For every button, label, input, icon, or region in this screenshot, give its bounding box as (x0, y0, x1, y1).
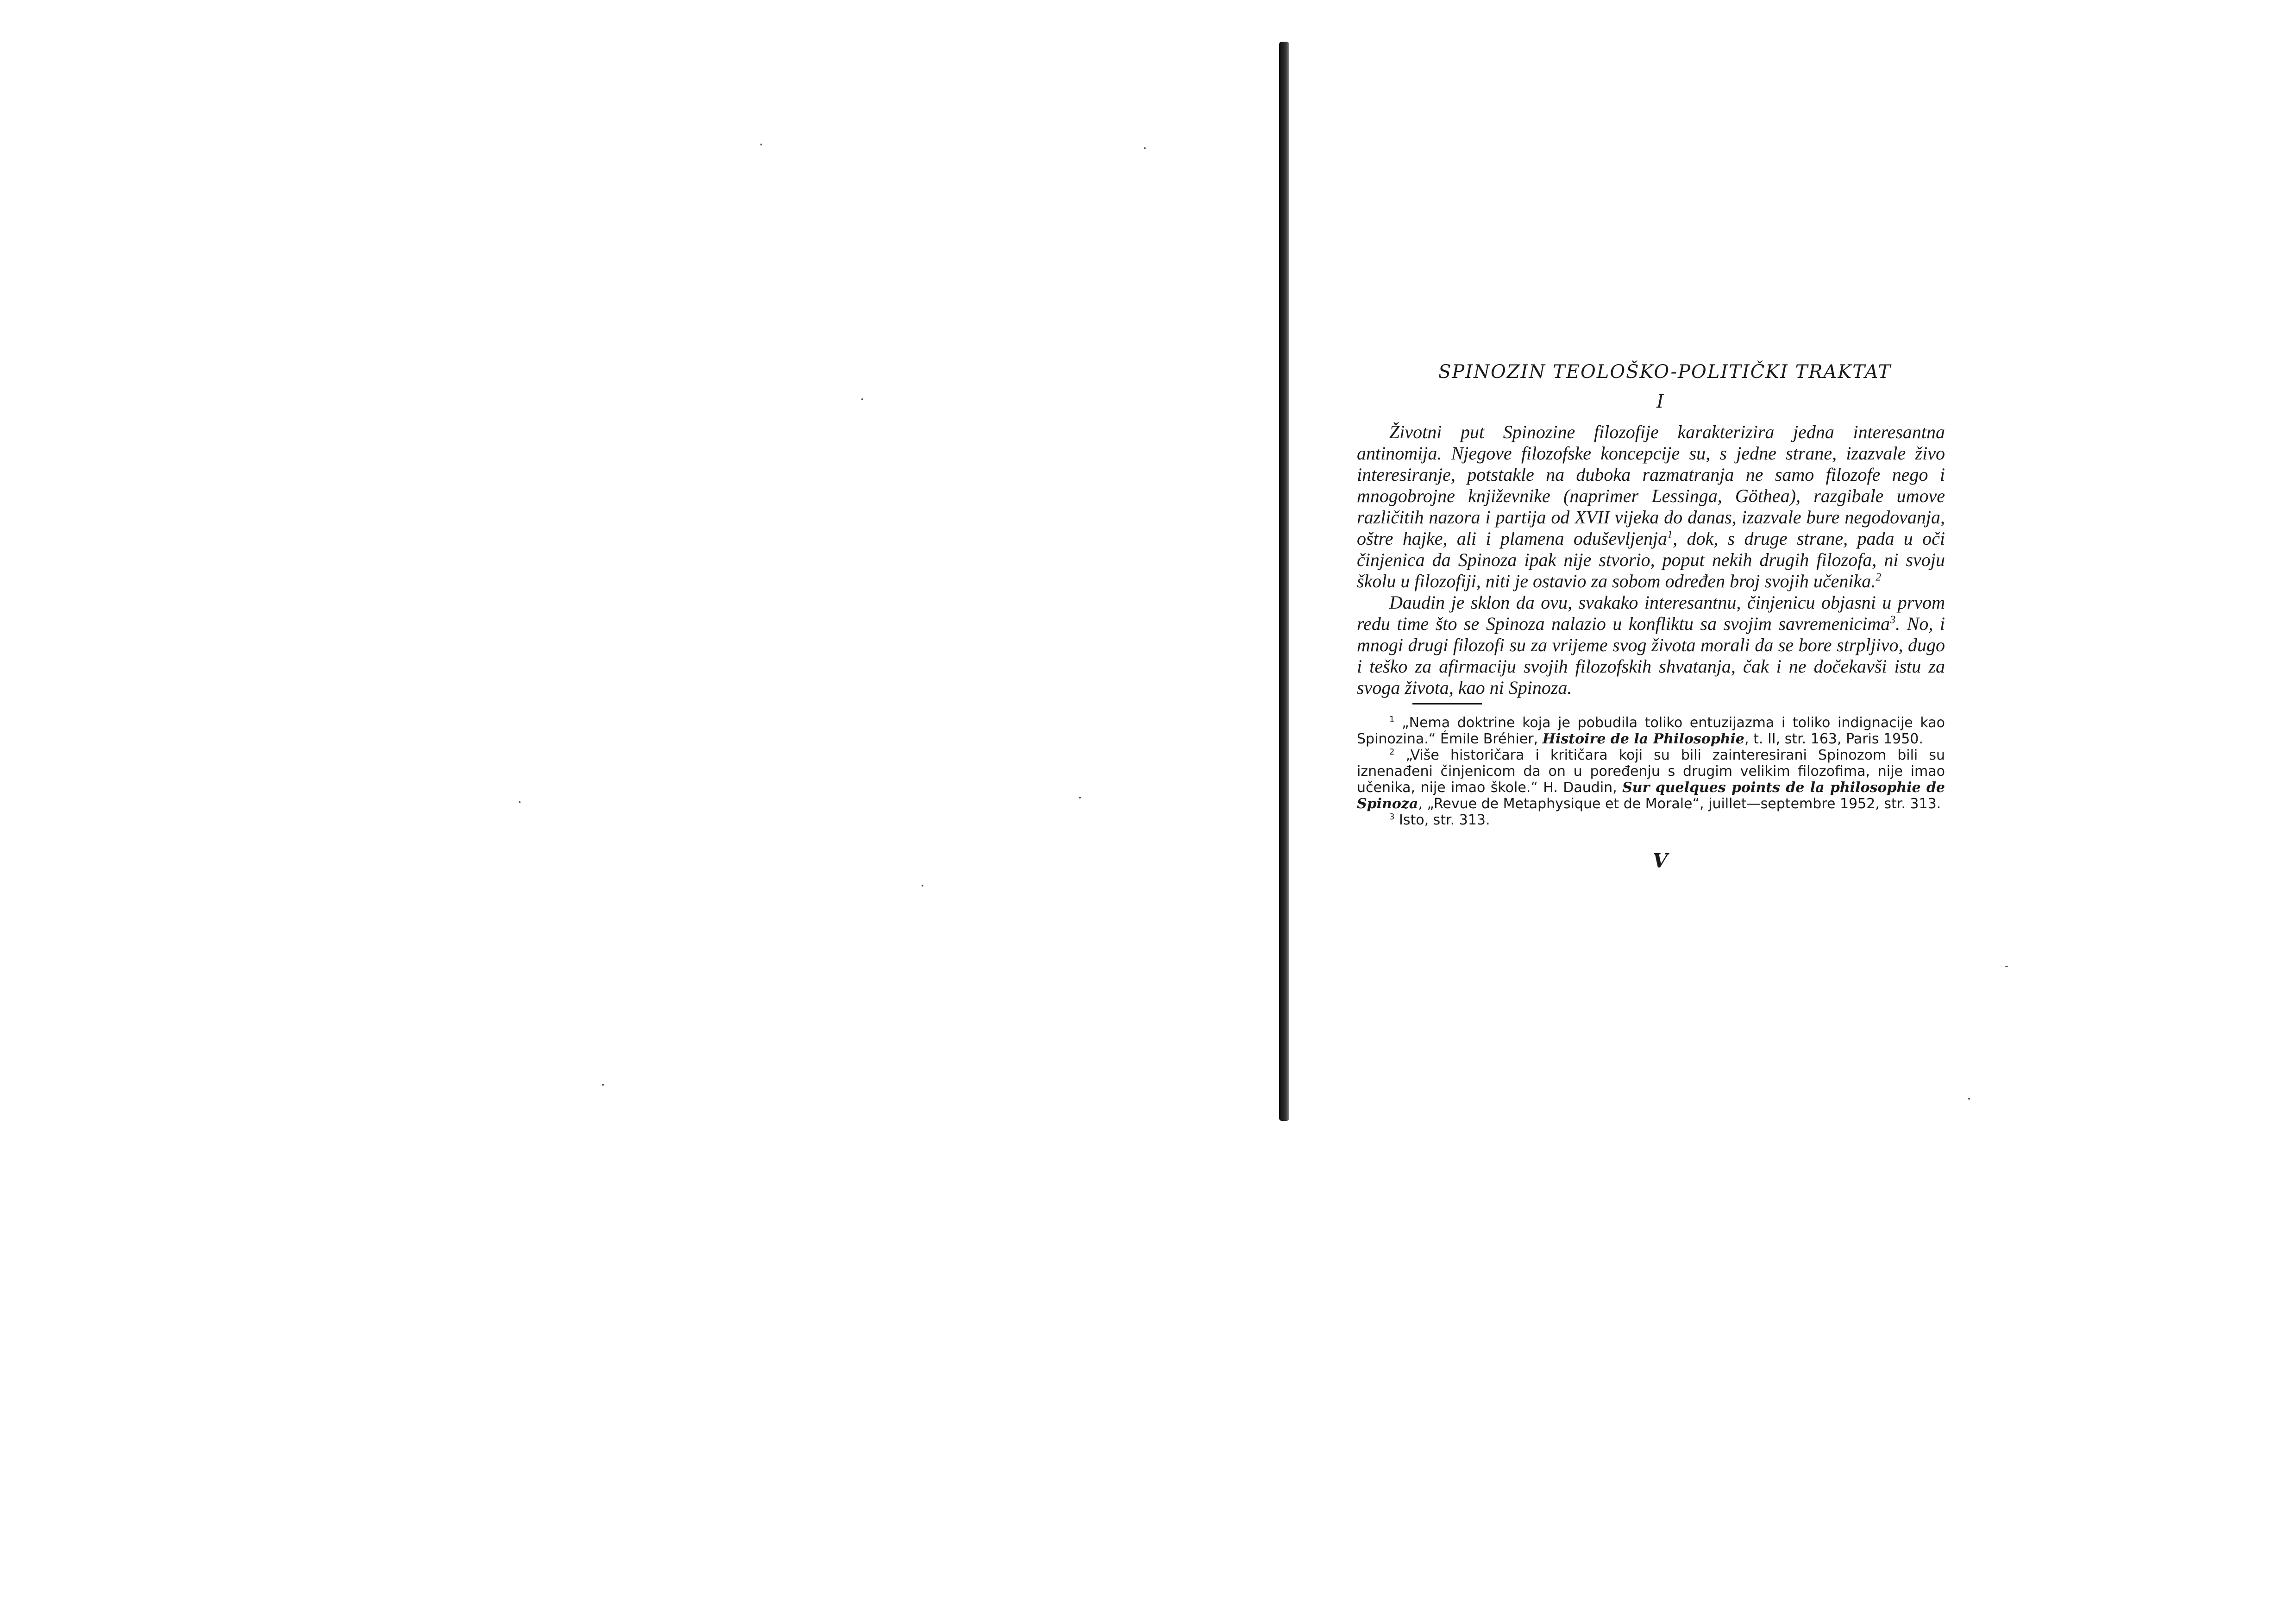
footnote-number: 1 (1389, 715, 1395, 724)
footnote-reference: 1 (1667, 528, 1673, 541)
chapter-title: SPINOZIN TEOLOŠKO-POLITIČKI TRAKTAT (1438, 361, 1892, 383)
footnote-number: 2 (1389, 747, 1395, 757)
footnote-number: 3 (1389, 812, 1395, 822)
paragraph-text: Daudin je sklon da ovu, svakako interesantnu, činjenicu objasni u prvom redu time što se Spinoza nalazio u konfliktu sa svojim savremenicima (1357, 592, 1945, 634)
footnote-text: „Više historičara i kritičara koji su bili zainteresirani Spinozom bili su iznenađeni činjenicom da on u poređenju s drugim velikim filozofima, nije imao učenika, nije imao škole.“ H. Daudin, (1357, 747, 1945, 796)
scan-speck (1079, 797, 1081, 799)
section-number: I (1656, 391, 1664, 412)
footnote (1357, 747, 1945, 812)
footnote-text: , t. II, str. 163, Paris 1950. (1744, 731, 1923, 747)
footnote-reference: 2 (1876, 571, 1882, 584)
body-paragraph (1357, 421, 1945, 592)
paragraph-text: . No, i mnogi drugi filozofi su za vrijeme svog života morali da se bore strpljivo, dugo i teško za afirmaciju svojih filozofskih shvatanja, čak i ne dočekavši istu za svoga života, kao ni Spinoza. (1357, 613, 1945, 698)
book-gutter (1279, 42, 1289, 1121)
scan-speck (519, 801, 521, 803)
footnote-work-title: Sur quelques points de la philosophie de Spinoza (1357, 780, 1945, 812)
scan-speck (760, 144, 762, 145)
footnote-text: , „Revue de Metaphysique et de Morale“, juillet—septembre 1952, str. 313. (1418, 796, 1941, 812)
paragraph-text: , dok, s druge strane, pada u oči činjenica da Spinoza ipak nije stvorio, poput nekih drugih filozofa, ni svoju školu u filozofiji, niti je ostavio za sobom određen broj svojih učenika. (1357, 528, 1945, 591)
footnote-text: „Nema doktrine koja je pobudila toliko entuzijazma i toliko indignacije kao Spinozina.“ Émile Bréhier, (1357, 715, 1945, 747)
footnote-text: Isto, str. 313. (1399, 812, 1490, 828)
right-page (1357, 361, 1945, 1084)
scan-speck (861, 398, 863, 400)
body-paragraph (1357, 592, 1945, 698)
left-page-blank (0, 0, 1278, 1112)
scan-speck (602, 1084, 604, 1086)
page-number: V (1652, 849, 1668, 872)
footnote-work-title: Histoire de la Philosophie (1542, 731, 1745, 747)
scan-speck (2005, 966, 2008, 967)
footnote-reference: 3 (1890, 614, 1896, 626)
scan-speck (922, 885, 923, 887)
footnote (1357, 715, 1945, 747)
scan-speck (1968, 1098, 1970, 1100)
footnote (1357, 812, 1945, 828)
scan-speck (1144, 147, 1146, 149)
footnote-separator (1412, 703, 1482, 705)
footnotes (1357, 715, 1945, 828)
paragraph-text: Životni put Spinozine filozofije karakterizira jedna interesantna antinomija. Njegove filozofske koncepcije su, s jedne strane, izazvale živo interesiranje, potstakle na duboka razmatranja ne samo filozofe nego i mnogobrojne književnike (naprimer Lessinga, Göthea), razgibale umove različitih nazora i partija od XVII vijeka do danas, izazvale bure negodovanja, oštre hajke, ali i plamena oduševljenja (1357, 421, 1945, 549)
